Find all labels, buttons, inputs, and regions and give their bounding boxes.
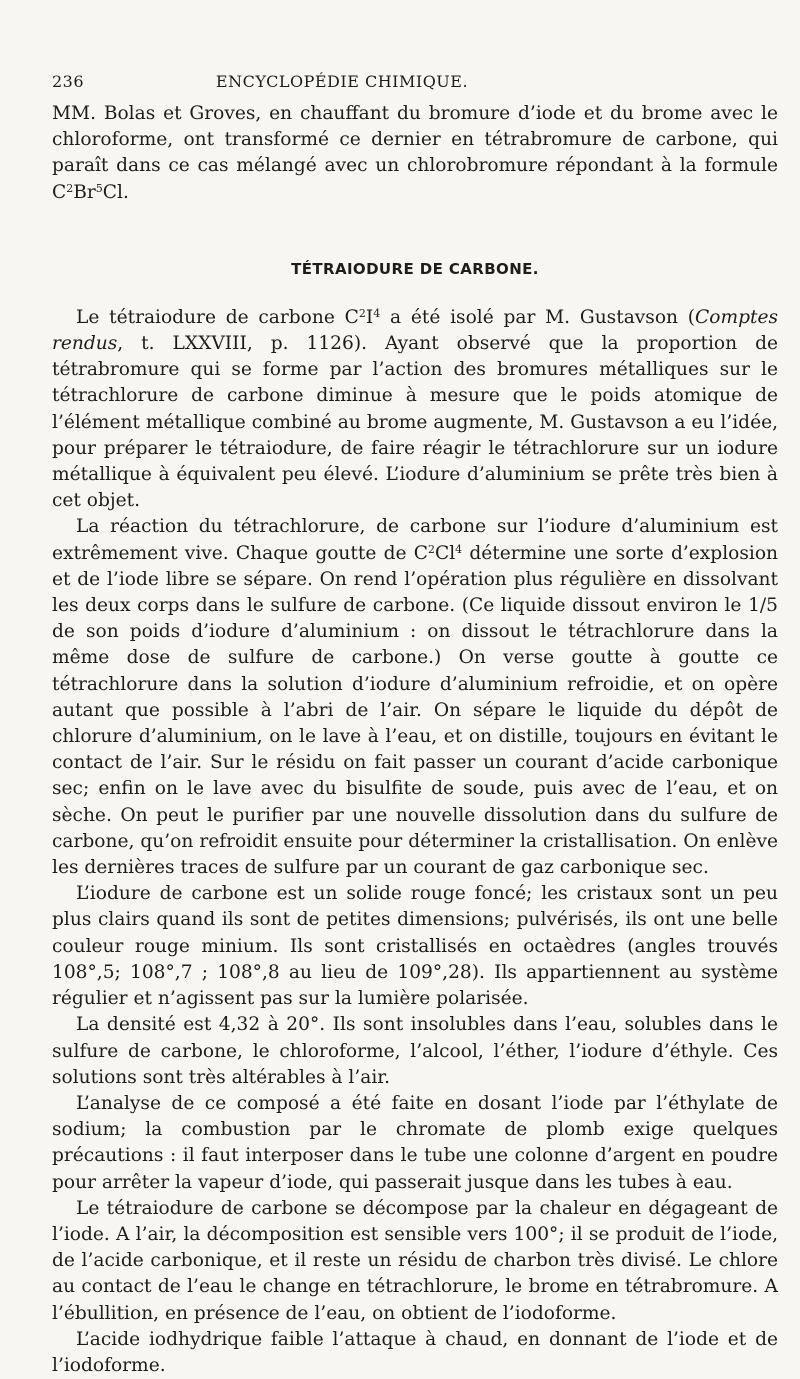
paragraph-1: Le tétraiodure de carbone $C^2I^4$ a été isolé par M. Gustavson (Comptes rendus, t. LXXVIII, p. 1126). Ayant observé que la proportion de tétrabromure qui se forme par l’action des bromures métalliques sur le tétrachlorure de carbone diminue à mesure que le poids atomique de l’élément métallique combiné au brome augmente, M. Gustavson a eu l’idée, pour préparer le tétraiodure, de faire réagir le tétrachlorure sur un iodure métallique à équivalent peu élevé. L’iodure d’aluminium se prête très bien à cet objet. [52, 306, 779, 512]
running-title: ENCYCLOPÉDIE CHIMIQUE. [215, 72, 469, 91]
page-number: 236 [52, 72, 85, 91]
main-text [52, 101, 778, 1379]
intro-paragraph: MM. Bolas et Groves, en chauffant du bromure d’iode et du brome avec le chloroforme, ont transformé ce dernier en tétrabromure de carbone, qui paraît dans ce cas mélangé avec un chlorobromure répondant à la formule $C^2Br^5Cl$. [52, 103, 778, 203]
paragraph-5: L’analyse de ce composé a été faite en dosant l’iode par l’éthylate de sodium; la combustion par le chromate de plomb exige quelques précautions : il faut interposer dans le tube une colonne d’argent en poudre pour arrêter la vapeur d’iode, qui passerait jusque dans les tubes à eau. [52, 1092, 778, 1193]
paragraph-2: La réaction du tétrachlorure, de carbone sur l’iodure d’aluminium est extrêmement vive. Chaque goutte de $C^2Cl^4$ détermine une sorte d’explosion et de l’iode libre se sépare. On rend l’opération plus régulière en dissolvant les deux corps dans le sulfure de carbone. (Ce liquide dissout environ le 1/5 de son poids d’iodure d’aluminium : on dissout le tétrachlorure dans la même dose de sulfure de carbone.) On verse goutte à goutte ce tétrachlorure dans la solution d’iodure d’aluminium refroidie, et on opère autant que possible à l’abri de l’air. On sépare le liquide du dépôt de chlorure d’aluminium, on le lave à l’eau, et on distille, toujours en évitant le contact de l’air. Sur le résidu on fait passer un courant d’acide carbonique sec; enfin on le lave avec du bisulfite de soude, puis avec de l’eau, et on sèche. On peut le purifier par une nouvelle dissolution dans du sulfure de carbone, qu’on refroidit ensuite pour déterminer la cristallisation. On enlève les dernières traces de sulfure par un courant de gaz carbonique sec. [52, 516, 778, 879]
paragraph-6: Le tétraiodure de carbone se décompose par la chaleur en dégageant de l’iode. A l’air, la décomposition est sensible vers 100°; il se produit de l’iode, de l’acide carbonique, et il reste un résidu de charbon très divisé. Le chlore au contact de l’eau le change en tétrachlorure, le brome en tétrabromure. A l’ébullition, en présence de l’eau, on obtient de l’iodoforme. [52, 1197, 778, 1324]
section-title: TÉTRAIODURE DE CARBONE. [291, 259, 539, 278]
paragraph-7: L’acide iodhydrique faible l’attaque à chaud, en donnant de l’iode et de l’iodoforme. [52, 1328, 778, 1376]
citation-title: Comptes rendus [52, 306, 779, 355]
paragraph-4: La densité est 4,32 à 20°. Ils sont insolubles dans l’eau, solubles dans le sulfure de carbone, le chloroforme, l’alcool, l’éther, l’iodure d’éthyle. Ces solutions sont très altérables à l’air. [52, 1014, 778, 1088]
paragraph-3: L’iodure de carbone est un solide rouge foncé; les cristaux sont un peu plus clairs quand ils sont de petites dimensions; pulvérisés, ils ont une belle couleur rouge minium. Ils sont cristallisés en octaèdres (angles trouvés 108°,5; 108°,7 ; 108°,8 au lieu de 109°,28). Ils appartiennent au système régulier et n’agissent pas sur la lumière polarisée. [52, 883, 778, 1010]
